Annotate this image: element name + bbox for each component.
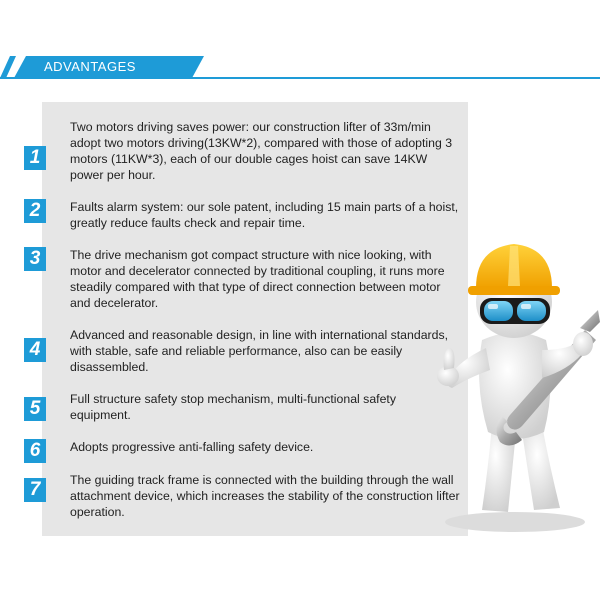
item-text: Adopts progressive anti-falling safety device. xyxy=(70,440,314,454)
item-text: Advanced and reasonable design, in line with international standards, with stable, safe and reliable performance, also can be easily disassembled. xyxy=(70,328,449,374)
section-title: ADVANTAGES xyxy=(44,59,136,74)
item-number-badge: 5 xyxy=(24,397,46,421)
item-number-badge: 4 xyxy=(24,338,46,362)
item-number-badge: 3 xyxy=(24,247,46,271)
item-number-badge: 1 xyxy=(24,146,46,170)
item-number-badge: 7 xyxy=(24,478,46,502)
item-text: Full structure safety stop mechanism, multi-functional safety equipment. xyxy=(70,392,396,422)
item-number-badge: 6 xyxy=(24,439,46,463)
item-text: The guiding track frame is connected with the building through the wall attachment device, which increases the stability of the construction lifter operation. xyxy=(70,473,460,519)
item-number-badge: 2 xyxy=(24,199,46,223)
worker-with-wrench-icon xyxy=(430,210,600,540)
item-text: Faults alarm system: our sole patent, including 15 main parts of a hoist, greatly reduce faults check and repair time. xyxy=(70,200,459,230)
item-text: The drive mechanism got compact structure with nice looking, with motor and decelerator connected by traditional coupling, it runs more steadily compared with that type of direct connection between motor and decelerator. xyxy=(70,248,445,310)
item-text: Two motors driving saves power: our construction lifter of 33m/min adopt two motors driving(13KW*2), compared with those of adopting 3 motors (11KW*3), each of our double cages hoist can save 14KW power per hour. xyxy=(70,120,453,182)
